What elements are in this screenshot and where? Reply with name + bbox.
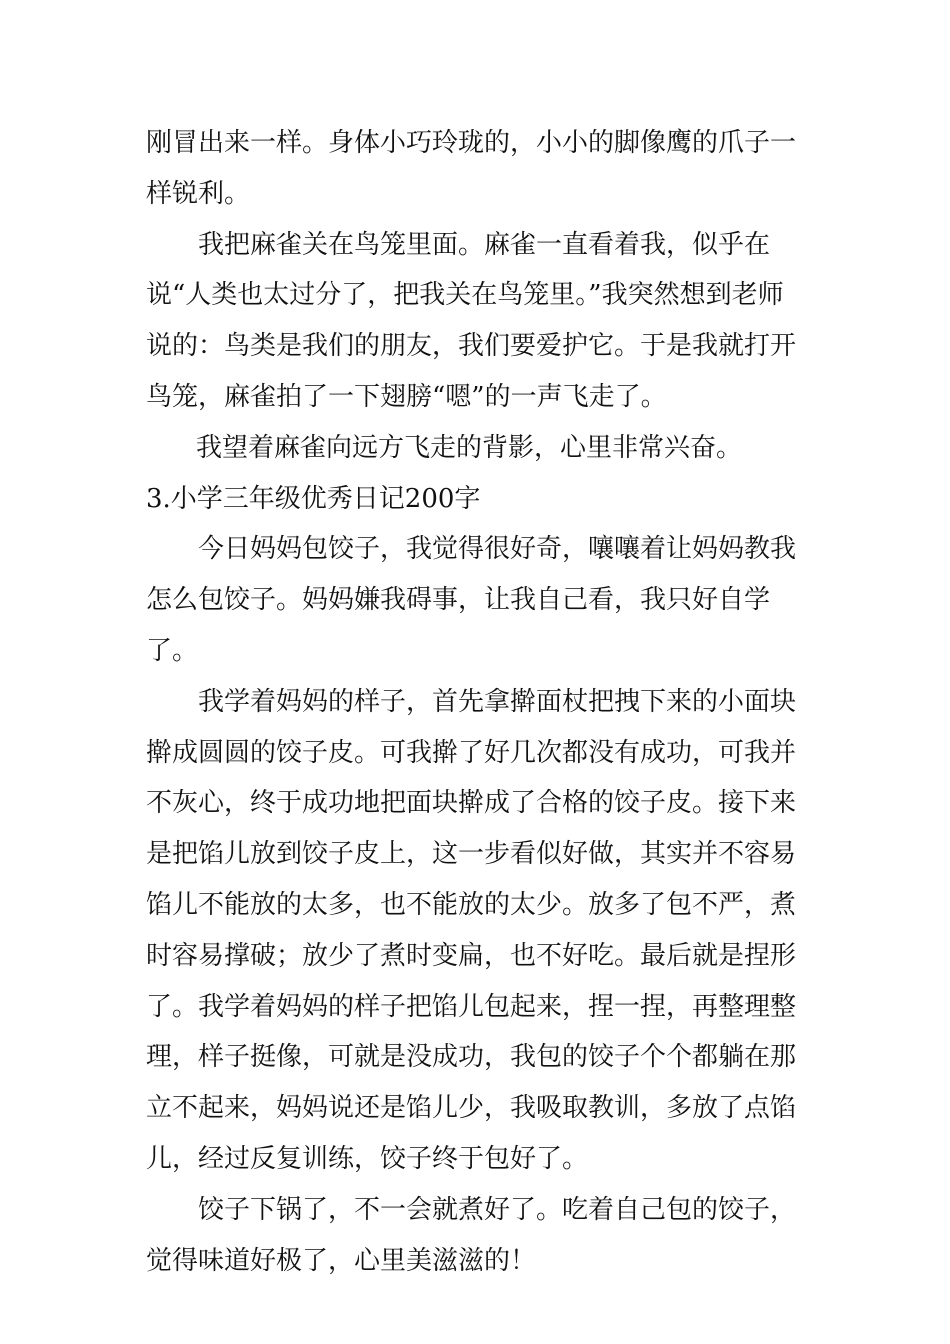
section-heading: 3.小学三年级优秀日记200字 — [146, 483, 481, 514]
paragraph-dumplings-ending: 饺子下锅了，不一会就煮好了。吃着自己包的饺子，觉得味道好极了，心里美滋滋的！ — [146, 1194, 797, 1276]
paragraph-bird-cage: 我把麻雀关在鸟笼里面。麻雀一直看着我，似乎在说“人类也太过分了，把我关在鸟笼里。”我突然想到老师说的：鸟类是我们的朋友，我们要爱护它。于是我就打开鸟笼，麻雀拍了一下翅膀“嗯”的一声飞走了。 — [146, 229, 797, 412]
paragraph-dumplings-process: 我学着妈妈的样子，首先拿擀面杖把拽下来的小面块擀成圆圆的饺子皮。可我擀了好几次都没有成功，可我并不灰心，终于成功地把面块擀成了合格的饺子皮。接下来是把馅儿放到饺子皮上，这一步看似好做，其实并不容易馅儿不能放的太多，也不能放的太少。放多了包不严，煮时容易撑破；放少了煮时变扁，也不好吃。最后就是捏形了。我学着妈妈的样子把馅儿包起来，捏一捏，再整理整理，样子挺像，可就是没成功，我包的饺子个个都躺在那立不起来，妈妈说还是馅儿少，我吸取教训，多放了点馅儿，经过反复训练，饺子终于包好了。 — [146, 686, 797, 1174]
document-body — [146, 118, 806, 1286]
paragraph-dumplings-intro: 今日妈妈包饺子，我觉得很好奇，嚷嚷着让妈妈教我怎么包饺子。妈妈嫌我碍事，让我自己看，我只好自学了。 — [146, 534, 797, 666]
paragraph-bird-flies-away: 我望着麻雀向远方飞走的背影，心里非常兴奋。 — [196, 432, 743, 463]
paragraph-continuation: 刚冒出来一样。身体小巧玲珑的，小小的脚像鹰的爪子一样锐利。 — [146, 128, 797, 209]
